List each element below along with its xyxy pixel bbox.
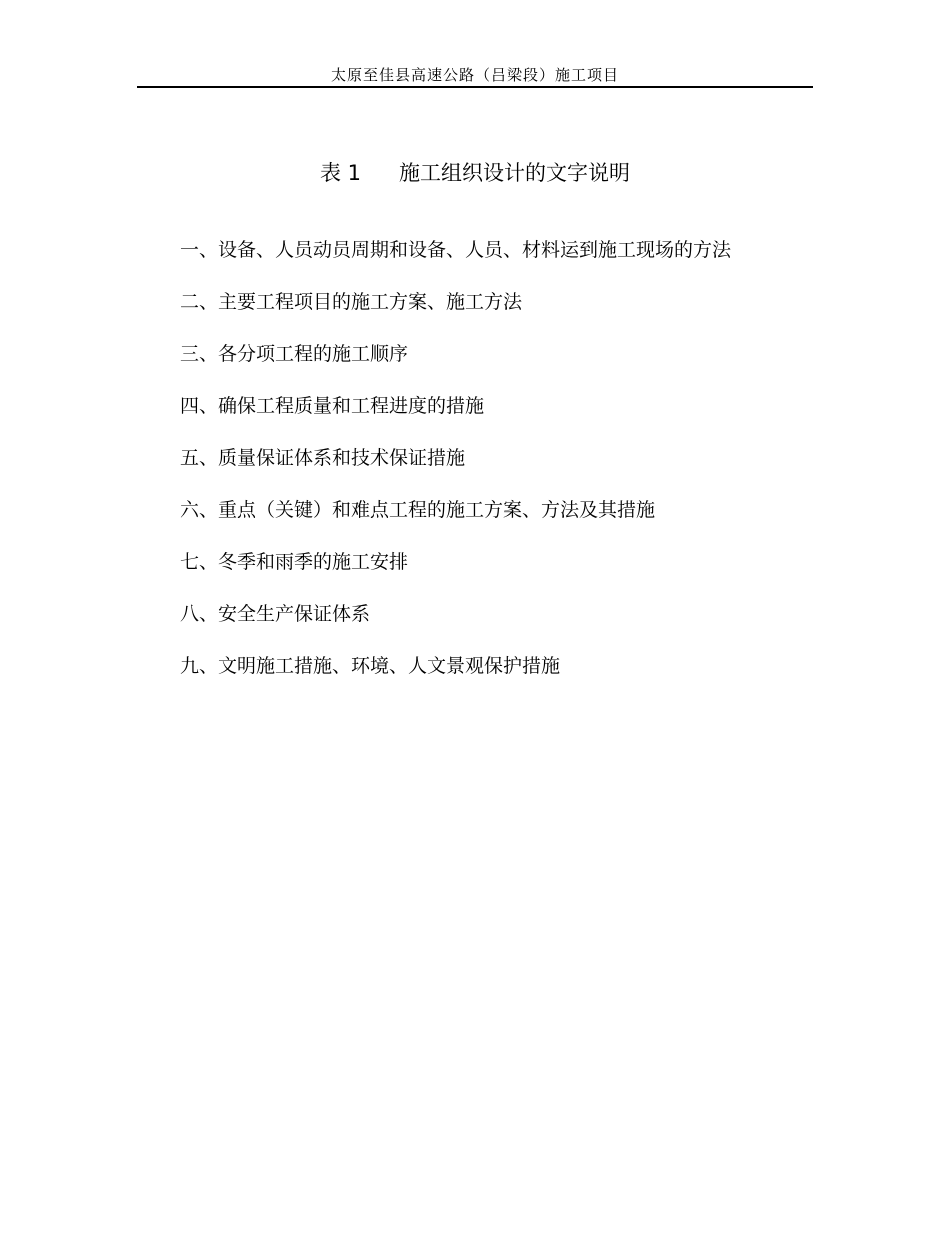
- list-item: 二、主要工程项目的施工方案、施工方法: [180, 291, 523, 313]
- table-title-text: 施工组织设计的文字说明: [399, 161, 631, 185]
- list-item: 八、安全生产保证体系: [180, 603, 371, 625]
- list-item: 六、重点（关键）和难点工程的施工方案、方法及其措施: [180, 499, 656, 521]
- table-title: [0, 157, 950, 187]
- page-header: [137, 60, 813, 88]
- header-text: 太原至佳县高速公路（吕梁段）施工项目: [330, 66, 619, 84]
- list-item: 三、各分项工程的施工顺序: [180, 343, 409, 365]
- list-item: 七、冬季和雨季的施工安排: [180, 551, 409, 573]
- list-item: 四、确保工程质量和工程进度的措施: [180, 395, 485, 417]
- list-item: 五、质量保证体系和技术保证措施: [180, 447, 466, 469]
- table-number: 表 1: [319, 161, 362, 185]
- list-item: 九、文明施工措施、环境、人文景观保护措施: [180, 655, 561, 677]
- list-item: 一、设备、人员动员周期和设备、人员、材料运到施工现场的方法: [180, 239, 732, 261]
- item-list: [180, 236, 880, 704]
